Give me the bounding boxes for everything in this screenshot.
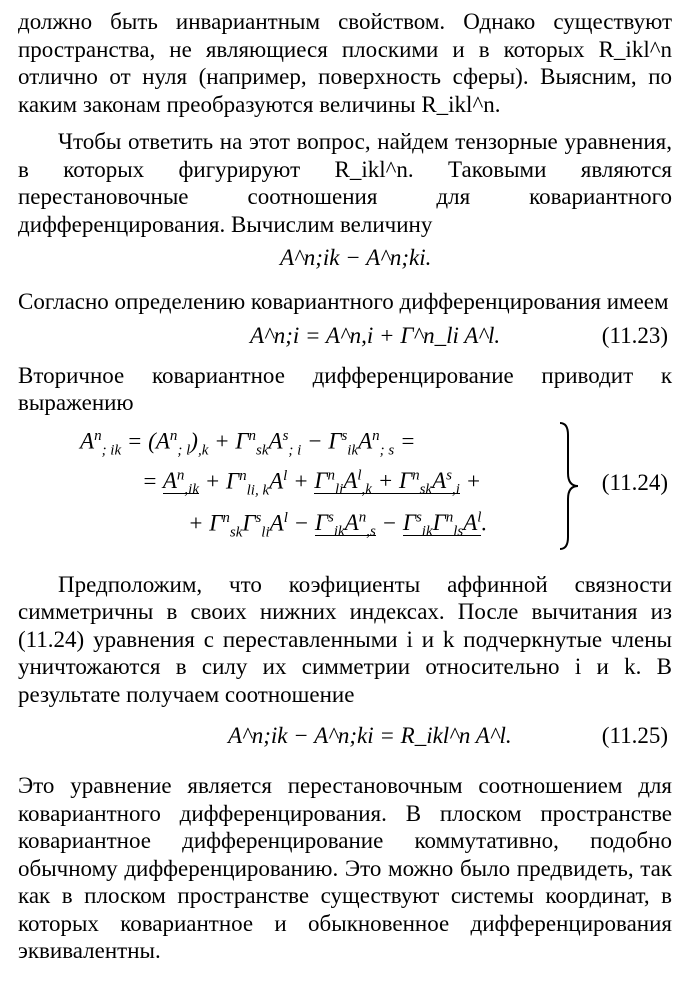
equation-11-23 [18, 316, 672, 358]
right-brace [556, 421, 584, 551]
paragraph-6 [18, 772, 672, 965]
equation-11-25 [18, 716, 672, 758]
paragraph-5-text: Предположим, что коэфициенты аффинной связности симметричны в своих нижних индексах. После вычитания из (11.24) уравнения с переставленными i и k подчеркнутые члены уничтожаются в силу их симметрии относительно i и k. В результате получаем соотношение [18, 571, 672, 707]
equation-11-25-formula: A^n;ik − A^n;ki = R_ikl^n A^l. [228, 723, 512, 748]
paragraph-1 [18, 8, 672, 118]
paragraph-1-text: должно быть инвариантным свойством. Однако существуют пространства, не являющиеся плоскими и в которых R_ikl^n отлично от нуля (например, поверхность сферы). Выясним, по каким законам преобразуются величины R_ikl^n. [18, 9, 672, 117]
paragraph-2 [18, 128, 672, 238]
equation-11-24-line-3: + $\Gamma^n_{sk}\Gamma^s_{li}A^l - \Gamma^s_{ik}A^n_{,s} - \Gamma^s_{ik}\Gamma^n_{ls}A^l$. [188, 509, 488, 540]
equation-commutator-formula: A^n;ik − A^n;ki. [280, 245, 432, 270]
paragraph-4 [18, 362, 672, 417]
equation-commutator [18, 238, 672, 280]
paragraph-6-text: Это уравнение является перестановочным соотношением для ковариантного дифференцирования. В плоском пространстве ковариантное дифференцирование коммутативно, подобно обычному дифференцированию. Это можно было предвидеть, так как в плоском пространстве существуют системы координат, в которых ковариантное и обыкновенное дифференцирования эквивалентны. [18, 773, 672, 963]
page [18, 8, 672, 965]
equation-11-24-number: (11.24) [601, 469, 668, 495]
paragraph-3-text: Согласно определению ковариантного дифференцирования имеем [18, 289, 669, 314]
equation-11-23-formula: A^n;i = A^n,i + Γ^n_li A^l. [250, 322, 501, 348]
equation-11-24 [18, 417, 672, 557]
equation-11-25-number: (11.25) [601, 723, 668, 748]
equation-11-23-number: (11.23) [601, 322, 668, 348]
equation-11-24-line-2: = $A^n_{,ik} + \Gamma^n_{li, k}A^l + \Gamma^n_{li}A^l_{,k} + \Gamma^n_{sk}A^s_{,i}$ + [142, 467, 482, 498]
equation-11-24-line-1: $A^n_{; ik} = (A^n_{; l})_{,k} + \Gamma^n_{sk}A^s_{; i} - \Gamma^s_{ik}A^n_{; s}$ = [80, 427, 416, 458]
paragraph-3 [18, 288, 672, 316]
paragraph-4-text: Вторичное ковариантное дифференцирование приводит к выражению [18, 362, 672, 415]
paragraph-2-text: Чтобы ответить на этот вопрос, найдем тензорные уравнения, в которых фигурируют R_ikl^n. Таковыми являются перестановочные соотношения для ковариантного дифференцирования. Вычислим величину [18, 129, 672, 237]
paragraph-5 [18, 571, 672, 709]
